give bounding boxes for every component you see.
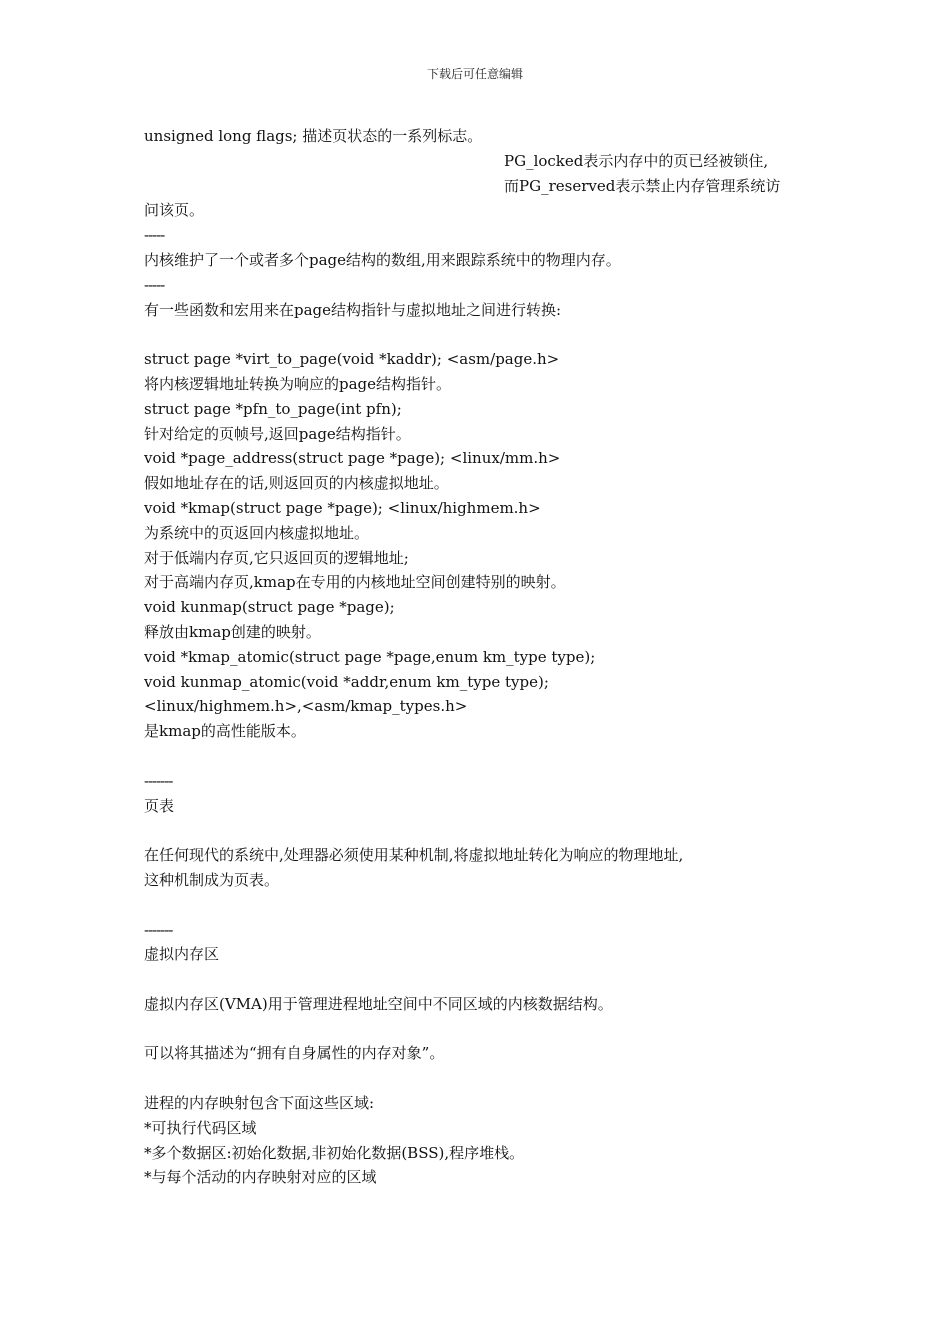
flags-description-line: PG_locked表示内存中的页已经被锁住, — [504, 151, 769, 170]
function-description: 是kmap的高性能版本。 — [144, 722, 306, 741]
code-line: struct page *pfn_to_page(int pfn); — [144, 399, 402, 418]
function-description: 对于高端内存页,kmap在专用的内核地址空间创建特别的映射。 — [144, 573, 566, 592]
separator: ----- — [144, 275, 165, 294]
flags-description-line: 问该页。 — [144, 201, 205, 220]
code-line: void *kmap(struct page *page); <linux/highmem.h> — [144, 498, 541, 517]
document-body — [144, 124, 814, 1190]
code-line: void kunmap(struct page *page); — [144, 598, 395, 617]
code-line: void *page_address(struct page *page); <linux/mm.h> — [144, 449, 561, 468]
paragraph: 进程的内存映射包含下面这些区域: — [144, 1094, 375, 1113]
blank-line — [144, 744, 814, 769]
blank-line — [144, 1017, 814, 1042]
paragraph: 这种机制成为页表。 — [144, 870, 280, 889]
blank-line — [144, 967, 814, 992]
code-line: struct page *virt_to_page(void *kaddr); <asm/page.h> — [144, 350, 560, 369]
code-line: <linux/highmem.h>,<asm/kmap_types.h> — [144, 697, 468, 716]
separator: ------- — [144, 771, 173, 790]
section-heading: 虚拟内存区 — [144, 945, 220, 964]
list-item: *与每个活动的内存映射对应的区域 — [144, 1168, 377, 1187]
function-description: 将内核逻辑地址转换为响应的page结构指针。 — [144, 374, 452, 393]
paragraph: 有一些函数和宏用来在page结构指针与虚拟地址之间进行转换: — [144, 300, 562, 319]
separator: ------- — [144, 920, 173, 939]
paragraph: 内核维护了一个或者多个page结构的数组,用来跟踪系统中的物理内存。 — [144, 250, 621, 269]
function-description: 假如地址存在的话,则返回页的内核虚拟地址。 — [144, 474, 449, 493]
list-item: *多个数据区:初始化数据,非初始化数据(BSS),程序堆栈。 — [144, 1143, 525, 1162]
separator: ----- — [144, 226, 165, 245]
paragraph: 可以将其描述为“拥有自身属性的内存对象”。 — [144, 1044, 445, 1063]
page-header: 下载后可任意编辑 — [426, 67, 523, 81]
function-description: 针对给定的页帧号,返回page结构指针。 — [144, 424, 411, 443]
section-heading: 页表 — [144, 796, 175, 815]
flags-field-line: unsigned long flags; 描述页状态的一系列标志。 — [144, 127, 483, 145]
paragraph: 虚拟内存区(VMA)用于管理进程地址空间中不同区域的内核数据结构。 — [144, 994, 613, 1013]
code-line: void *kmap_atomic(struct page *page,enum km_type type); — [144, 647, 596, 666]
blank-line — [144, 893, 814, 918]
function-description: 为系统中的页返回内核虚拟地址。 — [144, 523, 370, 542]
blank-line — [144, 818, 814, 843]
blank-line — [144, 1066, 814, 1091]
blank-line — [144, 322, 814, 347]
flags-description-line: 而PG_reserved表示禁止内存管理系统访 — [504, 176, 781, 195]
function-description: 对于低端内存页,它只返回页的逻辑地址; — [144, 548, 409, 567]
list-item: *可执行代码区域 — [144, 1118, 257, 1137]
paragraph: 在任何现代的系统中,处理器必须使用某种机制,将虚拟地址转化为响应的物理地址, — [144, 846, 684, 865]
function-description: 释放由kmap创建的映射。 — [144, 622, 321, 641]
code-line: void kunmap_atomic(void *addr,enum km_type type); — [144, 672, 549, 691]
